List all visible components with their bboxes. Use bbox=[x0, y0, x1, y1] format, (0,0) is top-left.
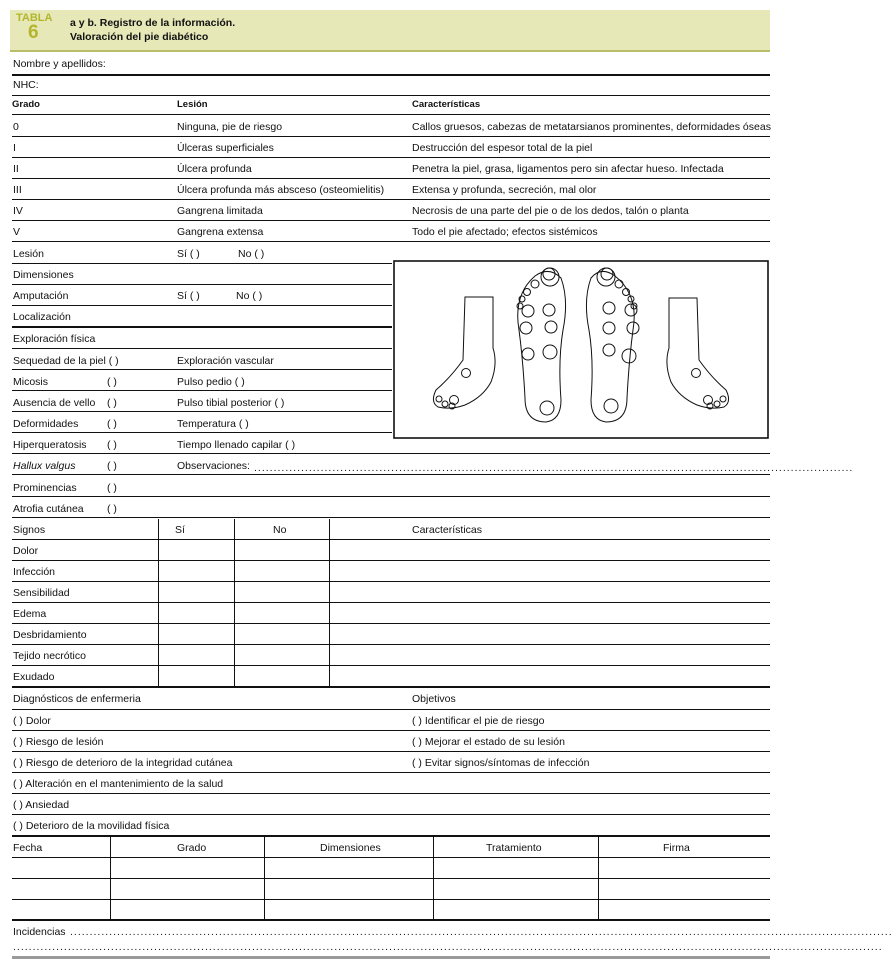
signs-row[interactable] bbox=[12, 582, 770, 603]
exploracion-item-row[interactable] bbox=[12, 433, 770, 454]
signs-row-label: Infección bbox=[13, 566, 56, 578]
follow-header-tratamiento: Tratamiento bbox=[486, 842, 542, 854]
lesion-cell: Úlcera profunda bbox=[177, 163, 252, 175]
lesion-cell: Gangrena limitada bbox=[177, 205, 263, 217]
exploracion-item-label: Hallux valgus bbox=[13, 460, 76, 472]
dimensiones-row[interactable] bbox=[12, 263, 392, 285]
nombre-label: Nombre y apellidos: bbox=[13, 58, 106, 70]
diagnostico-row[interactable] bbox=[12, 710, 770, 731]
grade-row bbox=[12, 116, 770, 137]
grade-cell: III bbox=[13, 184, 22, 196]
foot-diagram-frame bbox=[394, 261, 768, 438]
exploracion-item-row[interactable] bbox=[12, 370, 392, 391]
exploracion-item-row[interactable] bbox=[12, 412, 392, 433]
incidencias-dotted-line[interactable]: .................................................................................................................................................................................................................. bbox=[70, 926, 893, 938]
diagnostico-row[interactable] bbox=[12, 773, 770, 794]
follow-col-divider bbox=[433, 837, 434, 920]
amputacion-label: Amputación bbox=[13, 290, 69, 302]
follow-table-header bbox=[12, 837, 770, 858]
footer-bar bbox=[12, 956, 770, 959]
exploracion-item-label: Prominencias bbox=[13, 482, 77, 494]
right-side-foot-icon bbox=[667, 298, 729, 409]
follow-header-fecha: Fecha bbox=[13, 842, 43, 854]
diagnostico-item[interactable]: ( ) Alteración en el mantenimiento de la salud bbox=[13, 778, 224, 790]
page-title: a y b. Registro de la información. bbox=[70, 17, 236, 29]
diagnosticos-title: Diagnósticos de enfermeria bbox=[13, 693, 141, 705]
grade-cell: IV bbox=[13, 205, 23, 217]
signs-row-label: Dolor bbox=[13, 545, 39, 557]
caracteristicas-cell: Callos gruesos, cabezas de metatarsianos prominentes, deformidades óseas bbox=[412, 121, 771, 133]
localizacion-row[interactable] bbox=[12, 306, 392, 328]
grade-row bbox=[12, 137, 770, 158]
lesion-si[interactable]: Sí ( ) bbox=[177, 248, 200, 260]
grade-cell: V bbox=[13, 226, 21, 238]
left-sole-icon bbox=[517, 268, 566, 422]
left-side-foot-icon bbox=[433, 297, 495, 409]
exploracion-item-row[interactable] bbox=[12, 497, 770, 518]
checkbox-placeholder[interactable]: ( ) bbox=[107, 376, 117, 388]
caracteristicas-cell: Necrosis de una parte del pie o de los dedos, talón o planta bbox=[412, 205, 689, 217]
checkbox-placeholder[interactable]: ( ) bbox=[107, 503, 117, 515]
follow-col-divider bbox=[598, 837, 599, 920]
grade-cell: II bbox=[13, 163, 19, 175]
amputacion-si[interactable]: Sí ( ) bbox=[177, 290, 200, 302]
signs-row[interactable] bbox=[12, 561, 770, 582]
diagnostico-row[interactable] bbox=[12, 815, 770, 837]
exploracion-item-label: Hiperqueratosis bbox=[13, 439, 87, 451]
diagnostico-item[interactable]: ( ) Riesgo de lesión bbox=[13, 736, 104, 748]
grade-table-header bbox=[12, 96, 770, 115]
tabla-label: TABLA bbox=[16, 12, 53, 24]
checkbox-placeholder[interactable]: ( ) bbox=[107, 460, 117, 472]
checkbox-placeholder[interactable]: ( ) bbox=[107, 439, 117, 451]
diagnostico-row[interactable] bbox=[12, 752, 770, 773]
lesion-cell: Úlceras superficiales bbox=[177, 142, 274, 154]
diagnostico-row[interactable] bbox=[12, 794, 770, 815]
dimensiones-label: Dimensiones bbox=[13, 269, 74, 281]
checkbox-placeholder[interactable]: ( ) bbox=[107, 482, 117, 494]
amputacion-no[interactable]: No ( ) bbox=[236, 290, 263, 302]
lesion-label: Lesión bbox=[13, 248, 44, 260]
signs-row[interactable] bbox=[12, 666, 770, 688]
exploracion-item-label: Sequedad de la piel ( ) bbox=[13, 355, 119, 367]
caracteristicas-cell: Extensa y profunda, secreción, mal olor bbox=[412, 184, 597, 196]
signs-row-label: Desbridamiento bbox=[13, 629, 87, 641]
vascular-item-label[interactable]: Tiempo llenado capilar ( ) bbox=[177, 439, 296, 451]
diagnostico-item[interactable]: ( ) Riesgo de deterioro de la integridad cutánea bbox=[13, 757, 233, 769]
grade-row bbox=[12, 200, 770, 221]
objetivo-item[interactable]: ( ) Identificar el pie de riesgo bbox=[412, 715, 545, 727]
caracteristicas-cell: Todo el pie afectado; efectos sistémicos bbox=[412, 226, 598, 238]
exploracion-row bbox=[12, 328, 392, 349]
lesion-cell: Úlcera profunda más absceso (osteomielitis) bbox=[177, 184, 385, 196]
vascular-item-label[interactable]: Temperatura ( ) bbox=[177, 418, 249, 430]
signs-row[interactable] bbox=[12, 540, 770, 561]
grade-row bbox=[12, 158, 770, 179]
grade-row bbox=[12, 221, 770, 242]
signs-row-label: Tejido necrótico bbox=[13, 650, 86, 662]
signs-row[interactable] bbox=[12, 624, 770, 645]
signs-header-si: Sí bbox=[175, 524, 185, 536]
lesion-cell: Gangrena extensa bbox=[177, 226, 264, 238]
objetivos-title: Objetivos bbox=[412, 693, 456, 705]
grade-row bbox=[12, 179, 770, 200]
localizacion-label: Localización bbox=[13, 311, 71, 323]
checkbox-placeholder[interactable]: ( ) bbox=[107, 418, 117, 430]
observaciones-dotted-line[interactable]: ......................................................................................................................................................... bbox=[254, 462, 854, 474]
vascular-item-label: Exploración vascular bbox=[177, 355, 274, 367]
table-header-band bbox=[10, 10, 770, 52]
exploracion-item-row[interactable] bbox=[12, 349, 392, 370]
signs-table-header bbox=[12, 519, 770, 540]
exploracion-item-label: Deformidades bbox=[13, 418, 79, 430]
exploracion-item-label: Ausencia de vello bbox=[13, 397, 96, 409]
follow-row[interactable] bbox=[12, 858, 770, 879]
signs-row-label: Exudado bbox=[13, 671, 55, 683]
foot-diagram bbox=[393, 260, 769, 439]
follow-row[interactable] bbox=[12, 900, 770, 921]
lesion-cell: Ninguna, pie de riesgo bbox=[177, 121, 283, 133]
signs-row-label: Sensibilidad bbox=[13, 587, 70, 599]
page-subtitle: Valoración del pie diabético bbox=[70, 31, 209, 43]
signs-header-signos: Signos bbox=[13, 524, 46, 536]
diagnostico-item[interactable]: ( ) Ansiedad bbox=[13, 799, 70, 811]
exploracion-item-label: Atrofia cutánea bbox=[13, 503, 84, 515]
grade-cell: 0 bbox=[13, 121, 19, 133]
nhc-label: NHC: bbox=[13, 79, 39, 91]
follow-header-firma: Firma bbox=[663, 842, 690, 854]
diagnostico-item[interactable]: ( ) Deterioro de la movilidad física bbox=[13, 820, 170, 832]
amputacion-row[interactable] bbox=[12, 285, 392, 306]
incidencias-dotted-line[interactable]: .............................................................................................................................................................................................................................. bbox=[13, 941, 883, 953]
signs-row[interactable] bbox=[12, 645, 770, 666]
exploracion-item-label: Micosis bbox=[13, 376, 49, 388]
lesion-no[interactable]: No ( ) bbox=[238, 248, 265, 260]
caracteristicas-cell: Penetra la piel, grasa, ligamentos pero sin afectar hueso. Infectada bbox=[412, 163, 724, 175]
incidencias-label: Incidencias bbox=[13, 926, 66, 938]
grade-header-grado: Grado bbox=[12, 99, 40, 110]
checkbox-placeholder[interactable]: ( ) bbox=[107, 397, 117, 409]
follow-header-grado: Grado bbox=[177, 842, 207, 854]
diagnostico-row[interactable] bbox=[12, 731, 770, 752]
exploracion-item-row[interactable] bbox=[12, 476, 770, 497]
tabla-number: 6 bbox=[28, 22, 39, 43]
follow-col-divider bbox=[264, 837, 265, 920]
exploracion-label: Exploración física bbox=[13, 333, 96, 345]
signs-row[interactable] bbox=[12, 603, 770, 624]
vascular-item-label[interactable]: Observaciones: bbox=[177, 460, 250, 472]
caracteristicas-cell: Destrucción del espesor total de la piel bbox=[412, 142, 593, 154]
follow-row[interactable] bbox=[12, 879, 770, 900]
nombre-row[interactable] bbox=[12, 54, 770, 76]
follow-col-divider bbox=[110, 837, 111, 920]
objetivo-item[interactable]: ( ) Evitar signos/síntomas de infección bbox=[412, 757, 590, 769]
signs-header-caracteristicas: Características bbox=[412, 524, 483, 536]
signs-row-label: Edema bbox=[13, 608, 47, 620]
vascular-item-label[interactable]: Pulso tibial posterior ( ) bbox=[177, 397, 285, 409]
grade-header-lesion: Lesión bbox=[177, 99, 208, 110]
lesion-row[interactable] bbox=[12, 242, 392, 264]
vascular-item-label[interactable]: Pulso pedio ( ) bbox=[177, 376, 245, 388]
nhc-row[interactable] bbox=[12, 76, 770, 96]
exploracion-item-row[interactable] bbox=[12, 391, 392, 412]
objetivo-item[interactable]: ( ) Mejorar el estado de su lesión bbox=[412, 736, 565, 748]
right-sole-icon bbox=[586, 268, 639, 422]
follow-header-dimensiones: Dimensiones bbox=[320, 842, 381, 854]
diagnosticos-header-row bbox=[12, 688, 770, 710]
grade-header-caracteristicas: Características bbox=[412, 99, 481, 110]
diagnostico-item[interactable]: ( ) Dolor bbox=[13, 715, 51, 727]
grade-cell: I bbox=[13, 142, 16, 154]
exploracion-item-row[interactable] bbox=[12, 454, 854, 475]
signs-header-no: No bbox=[273, 524, 287, 536]
